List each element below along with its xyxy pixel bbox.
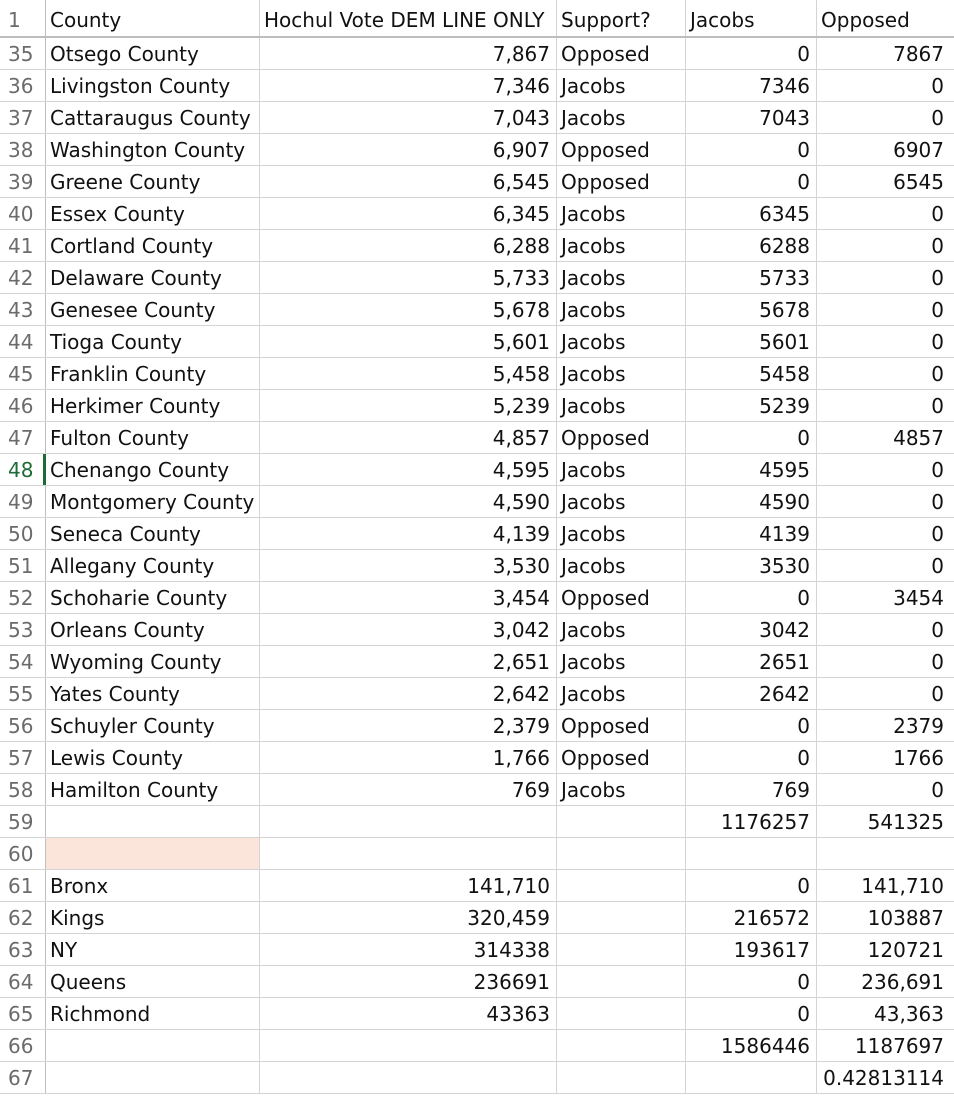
cell-opposed[interactable]: 43,363	[874, 1002, 944, 1026]
cell-jacobs[interactable]: 5458	[686, 358, 817, 389]
cell-opposed[interactable]: 236,691	[861, 970, 944, 994]
table-row	[0, 678, 954, 710]
cell-jacobs[interactable]: 0	[686, 582, 817, 613]
row-number[interactable]: 41	[0, 230, 46, 261]
cell-support[interactable]: Opposed	[557, 710, 686, 741]
cell-jacobs[interactable]	[686, 838, 817, 869]
row-number[interactable]: 1	[0, 0, 46, 36]
table-row	[0, 262, 954, 294]
row-number[interactable]: 47	[0, 422, 46, 453]
cell-hochul-vote[interactable]: 3,454	[260, 582, 557, 613]
cell-support[interactable]: Jacobs	[557, 70, 686, 101]
cell-hochul-vote[interactable]: 314338	[260, 934, 557, 965]
cell-county[interactable]: Cortland County	[46, 230, 260, 261]
cell-jacobs[interactable]: 0	[686, 966, 817, 997]
cell-opposed[interactable]: 0	[931, 74, 944, 98]
row-number[interactable]: 49	[0, 486, 46, 517]
cell-jacobs[interactable]: 216572	[686, 902, 817, 933]
cell-county[interactable]: Fulton County	[46, 422, 260, 453]
cell-jacobs[interactable]: 0	[686, 998, 817, 1029]
table-row	[0, 422, 954, 454]
table-row	[0, 134, 954, 166]
cell-jacobs[interactable]: 1176257	[686, 806, 817, 837]
cell-county[interactable]: Queens	[46, 966, 260, 997]
cell-hochul-vote[interactable]: 7,043	[260, 102, 557, 133]
cell-jacobs[interactable]	[686, 1062, 817, 1093]
cell-jacobs[interactable]: 0	[686, 422, 817, 453]
cell-county[interactable]: Chenango County	[46, 454, 260, 485]
table-row	[0, 518, 954, 550]
cell-opposed[interactable]: 0	[931, 650, 944, 674]
cell-jacobs[interactable]: 6345	[686, 198, 817, 229]
cell-county[interactable]: Montgomery County	[46, 486, 260, 517]
cell-opposed[interactable]: 541325	[867, 810, 944, 834]
table-row	[0, 550, 954, 582]
cell-hochul-vote[interactable]	[260, 1030, 557, 1061]
cell-hochul-vote[interactable]: 4,857	[260, 422, 557, 453]
cell-support[interactable]	[557, 838, 686, 869]
cell-support[interactable]: Jacobs	[557, 358, 686, 389]
cell-jacobs[interactable]: 0	[686, 38, 817, 69]
cell-support[interactable]: Jacobs	[557, 646, 686, 677]
cell-county[interactable]: Richmond	[46, 998, 260, 1029]
table-row	[0, 230, 954, 262]
cell-opposed[interactable]	[817, 838, 954, 869]
cell-support[interactable]	[557, 998, 686, 1029]
cell-support[interactable]	[557, 966, 686, 997]
cell-county[interactable]: Kings	[46, 902, 260, 933]
cell-hochul-vote[interactable]: 3,530	[260, 550, 557, 581]
cell-support[interactable]: Jacobs	[557, 550, 686, 581]
table-row	[0, 838, 954, 870]
cell-support[interactable]: Jacobs	[557, 326, 686, 357]
cell-county[interactable]	[46, 1062, 260, 1093]
row-number[interactable]: 35	[0, 38, 46, 69]
cell-county[interactable]: Essex County	[46, 198, 260, 229]
row-number[interactable]: 67	[0, 1062, 46, 1093]
cell-hochul-vote[interactable]: 5,458	[260, 358, 557, 389]
table-row	[0, 70, 954, 102]
cell-hochul-vote[interactable]: 43363	[260, 998, 557, 1029]
cell-jacobs[interactable]: 2642	[686, 678, 817, 709]
cell-county[interactable]: Tioga County	[46, 326, 260, 357]
cell-support[interactable]: Opposed	[557, 742, 686, 773]
cell-jacobs[interactable]: 5601	[686, 326, 817, 357]
cell-county[interactable]: Seneca County	[46, 518, 260, 549]
table-row	[0, 38, 954, 70]
row-number[interactable]: 42	[0, 262, 46, 293]
cell-jacobs[interactable]: 0	[686, 870, 817, 901]
cell-county[interactable]: Greene County	[46, 166, 260, 197]
cell-hochul-vote[interactable]: 2,651	[260, 646, 557, 677]
row-number[interactable]: 48	[0, 454, 46, 485]
row-number[interactable]: 40	[0, 198, 46, 229]
column-header-hochul-vote[interactable]: Hochul Vote DEM LINE ONLY	[260, 0, 557, 36]
cell-county[interactable]: Allegany County	[46, 550, 260, 581]
cell-support[interactable]: Jacobs	[557, 486, 686, 517]
cell-county[interactable]: Lewis County	[46, 742, 260, 773]
cell-hochul-vote[interactable]: 320,459	[260, 902, 557, 933]
row-number[interactable]: 46	[0, 390, 46, 421]
column-header-county[interactable]: County	[46, 0, 260, 36]
cell-support[interactable]: Jacobs	[557, 614, 686, 645]
cell-opposed[interactable]: 0	[931, 298, 944, 322]
cell-county[interactable]	[46, 838, 260, 869]
cell-jacobs[interactable]: 0	[686, 166, 817, 197]
cell-support[interactable]: Jacobs	[557, 198, 686, 229]
cell-hochul-vote[interactable]: 6,345	[260, 198, 557, 229]
cell-jacobs[interactable]: 7346	[686, 70, 817, 101]
row-number[interactable]: 55	[0, 678, 46, 709]
cell-hochul-vote[interactable]: 7,867	[260, 38, 557, 69]
column-header-support[interactable]: Support?	[557, 0, 686, 36]
cell-jacobs[interactable]: 0	[686, 710, 817, 741]
cell-jacobs[interactable]: 3042	[686, 614, 817, 645]
cell-support[interactable]: Jacobs	[557, 774, 686, 805]
cell-county[interactable]: Bronx	[46, 870, 260, 901]
cell-opposed[interactable]: 0	[931, 330, 944, 354]
cell-hochul-vote[interactable]: 6,907	[260, 134, 557, 165]
cell-hochul-vote[interactable]: 4,595	[260, 454, 557, 485]
cell-opposed[interactable]: 0	[931, 458, 944, 482]
table-row	[0, 358, 954, 390]
cell-support[interactable]: Jacobs	[557, 390, 686, 421]
cell-opposed[interactable]: 0	[931, 362, 944, 386]
cell-county[interactable]: Yates County	[46, 678, 260, 709]
row-number[interactable]: 52	[0, 582, 46, 613]
cell-opposed[interactable]: 1766	[893, 746, 944, 770]
cell-hochul-vote[interactable]: 5,601	[260, 326, 557, 357]
table-row	[0, 902, 954, 934]
cell-support[interactable]	[557, 870, 686, 901]
cell-jacobs[interactable]: 193617	[686, 934, 817, 965]
table-row	[0, 454, 954, 486]
cell-jacobs[interactable]: 5733	[686, 262, 817, 293]
cell-jacobs[interactable]: 7043	[686, 102, 817, 133]
table-row	[0, 390, 954, 422]
row-number[interactable]: 57	[0, 742, 46, 773]
cell-opposed[interactable]: 0	[931, 682, 944, 706]
cell-opposed[interactable]: 0	[931, 234, 944, 258]
cell-support[interactable]	[557, 1030, 686, 1061]
cell-opposed[interactable]: 141,710	[861, 874, 944, 898]
table-row	[0, 614, 954, 646]
row-number[interactable]: 37	[0, 102, 46, 133]
table-row	[0, 646, 954, 678]
table-row	[0, 710, 954, 742]
row-number[interactable]: 50	[0, 518, 46, 549]
cell-county[interactable]: Schoharie County	[46, 582, 260, 613]
cell-jacobs[interactable]: 5678	[686, 294, 817, 325]
cell-support[interactable]	[557, 1062, 686, 1093]
cell-hochul-vote[interactable]: 7,346	[260, 70, 557, 101]
table-row	[0, 294, 954, 326]
cell-hochul-vote[interactable]: 5,239	[260, 390, 557, 421]
cell-county[interactable]: Orleans County	[46, 614, 260, 645]
row-number[interactable]: 58	[0, 774, 46, 805]
cell-jacobs[interactable]: 6288	[686, 230, 817, 261]
column-header-jacobs[interactable]: Jacobs	[686, 0, 817, 36]
row-number[interactable]: 56	[0, 710, 46, 741]
cell-hochul-vote[interactable]: 6,545	[260, 166, 557, 197]
cell-hochul-vote[interactable]: 236691	[260, 966, 557, 997]
cell-opposed[interactable]: 0	[931, 618, 944, 642]
cell-support[interactable]: Jacobs	[557, 230, 686, 261]
table-row	[0, 934, 954, 966]
cell-hochul-vote[interactable]: 2,642	[260, 678, 557, 709]
cell-opposed[interactable]: 3454	[893, 586, 944, 610]
cell-county[interactable]: Delaware County	[46, 262, 260, 293]
cell-hochul-vote[interactable]	[260, 838, 557, 869]
row-number[interactable]: 66	[0, 1030, 46, 1061]
table-row	[0, 166, 954, 198]
table-row	[0, 198, 954, 230]
cell-county[interactable]	[46, 806, 260, 837]
cell-support[interactable]: Jacobs	[557, 518, 686, 549]
cell-county[interactable]: Livingston County	[46, 70, 260, 101]
cell-support[interactable]: Jacobs	[557, 454, 686, 485]
table-row	[0, 326, 954, 358]
cell-hochul-vote[interactable]: 5,678	[260, 294, 557, 325]
cell-county[interactable]: NY	[46, 934, 260, 965]
cell-jacobs[interactable]: 0	[686, 134, 817, 165]
cell-opposed[interactable]: 1187697	[854, 1034, 944, 1058]
table-row	[0, 966, 954, 998]
cell-hochul-vote[interactable]: 2,379	[260, 710, 557, 741]
table-row	[0, 870, 954, 902]
cell-support[interactable]: Jacobs	[557, 294, 686, 325]
cell-opposed[interactable]: 7867	[893, 42, 944, 66]
row-number[interactable]: 64	[0, 966, 46, 997]
cell-support[interactable]: Opposed	[557, 134, 686, 165]
cell-opposed[interactable]: 0	[931, 266, 944, 290]
cell-hochul-vote[interactable]	[260, 1062, 557, 1093]
cell-opposed[interactable]: 0	[931, 490, 944, 514]
cell-county[interactable]: Cattaraugus County	[46, 102, 260, 133]
row-number[interactable]: 51	[0, 550, 46, 581]
cell-jacobs[interactable]: 3530	[686, 550, 817, 581]
table-row	[0, 486, 954, 518]
row-number[interactable]: 43	[0, 294, 46, 325]
cell-jacobs[interactable]: 1586446	[686, 1030, 817, 1061]
row-number[interactable]: 65	[0, 998, 46, 1029]
cell-hochul-vote[interactable]: 4,590	[260, 486, 557, 517]
cell-hochul-vote[interactable]: 141,710	[260, 870, 557, 901]
cell-support[interactable]	[557, 806, 686, 837]
row-number[interactable]: 59	[0, 806, 46, 837]
cell-jacobs[interactable]: 4590	[686, 486, 817, 517]
cell-jacobs[interactable]: 2651	[686, 646, 817, 677]
table-row	[0, 1030, 954, 1062]
row-number[interactable]: 54	[0, 646, 46, 677]
cell-county[interactable]: Washington County	[46, 134, 260, 165]
table-row	[0, 742, 954, 774]
cell-county[interactable]	[46, 1030, 260, 1061]
cell-hochul-vote[interactable]	[260, 806, 557, 837]
cell-support[interactable]	[557, 934, 686, 965]
cell-opposed[interactable]: 2379	[893, 714, 944, 738]
table-row	[0, 1062, 954, 1094]
cell-opposed[interactable]: 0.42813114	[823, 1066, 944, 1090]
row-number[interactable]: 61	[0, 870, 46, 901]
table-row	[0, 774, 954, 806]
cell-county[interactable]: Herkimer County	[46, 390, 260, 421]
cell-support[interactable]: Opposed	[557, 38, 686, 69]
cell-county[interactable]: Hamilton County	[46, 774, 260, 805]
cell-hochul-vote[interactable]: 6,288	[260, 230, 557, 261]
cell-opposed[interactable]: 0	[931, 554, 944, 578]
row-number[interactable]: 62	[0, 902, 46, 933]
row-number[interactable]: 63	[0, 934, 46, 965]
cell-county[interactable]: Otsego County	[46, 38, 260, 69]
header-row	[0, 0, 954, 38]
table-row	[0, 806, 954, 838]
cell-support[interactable]: Jacobs	[557, 102, 686, 133]
cell-opposed[interactable]: 0	[931, 778, 944, 802]
cell-county[interactable]: Schuyler County	[46, 710, 260, 741]
cell-county[interactable]: Franklin County	[46, 358, 260, 389]
row-number[interactable]: 44	[0, 326, 46, 357]
cell-support[interactable]: Jacobs	[557, 678, 686, 709]
table-row	[0, 998, 954, 1030]
table-row	[0, 102, 954, 134]
row-number[interactable]: 60	[0, 838, 46, 869]
cell-county[interactable]: Wyoming County	[46, 646, 260, 677]
row-number[interactable]: 53	[0, 614, 46, 645]
cell-opposed[interactable]: 6907	[893, 138, 944, 162]
row-number[interactable]: 39	[0, 166, 46, 197]
cell-opposed[interactable]: 0	[931, 106, 944, 130]
cell-opposed[interactable]: 103887	[867, 906, 944, 930]
row-number[interactable]: 36	[0, 70, 46, 101]
table-row	[0, 582, 954, 614]
cell-support[interactable]: Opposed	[557, 582, 686, 613]
column-header-opposed[interactable]: Opposed	[821, 8, 910, 32]
cell-hochul-vote[interactable]: 3,042	[260, 614, 557, 645]
cell-hochul-vote[interactable]: 4,139	[260, 518, 557, 549]
cell-opposed[interactable]: 0	[931, 522, 944, 546]
cell-support[interactable]: Jacobs	[557, 262, 686, 293]
cell-hochul-vote[interactable]: 1,766	[260, 742, 557, 773]
row-number[interactable]: 45	[0, 358, 46, 389]
cell-opposed[interactable]: 4857	[893, 426, 944, 450]
cell-opposed[interactable]: 0	[931, 394, 944, 418]
cell-jacobs[interactable]: 4595	[686, 454, 817, 485]
cell-opposed[interactable]: 6545	[893, 170, 944, 194]
cell-jacobs[interactable]: 0	[686, 742, 817, 773]
cell-county[interactable]: Genesee County	[46, 294, 260, 325]
cell-support[interactable]: Opposed	[557, 422, 686, 453]
cell-jacobs[interactable]: 5239	[686, 390, 817, 421]
row-number[interactable]: 38	[0, 134, 46, 165]
cell-jacobs[interactable]: 769	[686, 774, 817, 805]
cell-support[interactable]	[557, 902, 686, 933]
cell-support[interactable]: Opposed	[557, 166, 686, 197]
cell-opposed[interactable]: 0	[931, 202, 944, 226]
cell-hochul-vote[interactable]: 5,733	[260, 262, 557, 293]
cell-jacobs[interactable]: 4139	[686, 518, 817, 549]
cell-hochul-vote[interactable]: 769	[260, 774, 557, 805]
cell-opposed[interactable]: 120721	[867, 938, 944, 962]
